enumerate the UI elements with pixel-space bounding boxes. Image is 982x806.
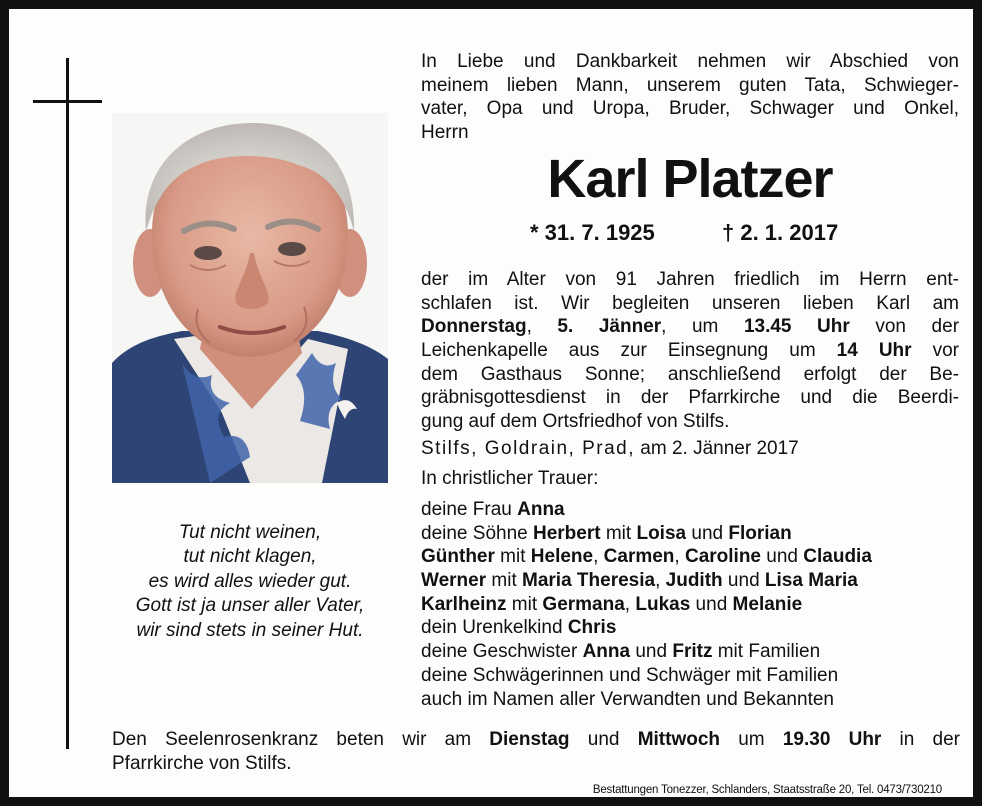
intro-line: In Liebe und Dankbarkeit nehmen wir Abschied von [421, 51, 959, 72]
name: Maria Theresia [522, 570, 656, 592]
date-text: 5. Jänner [557, 316, 662, 338]
name: Helene [530, 546, 594, 568]
text: mit Familien [712, 641, 821, 663]
family-row: auch im Namen aller Verwandten und Bekannten [421, 688, 834, 710]
body-line: gräbnisgottesdienst in der Pfarrkirche und die Beerdi- [421, 387, 959, 409]
text: , [526, 316, 558, 338]
text: und [630, 641, 673, 663]
poem-line: Gott ist ja unser aller Vater, [135, 595, 365, 617]
text: deine Frau [421, 499, 518, 520]
rosary-line: Pfarrkirche von Stilfs. [112, 752, 292, 774]
intro-line: Herrn [421, 122, 469, 144]
text: Den Seelenrosenkranz beten wir am [112, 729, 490, 750]
name: Herbert [533, 522, 601, 544]
name: Günther [421, 546, 495, 568]
text: und [686, 522, 729, 544]
rosary-announcement [112, 728, 960, 775]
text: mit [506, 593, 543, 615]
name: Anna [582, 641, 631, 663]
text: und [722, 570, 765, 592]
family-list [421, 498, 959, 711]
body-line: schlafen ist. Wir begleiten unseren lieben Karl am [421, 292, 959, 314]
family-row [421, 498, 959, 522]
poem [105, 521, 395, 643]
text: mit [600, 522, 637, 544]
text: , [674, 546, 685, 568]
body-line [421, 339, 959, 363]
body-line: dem Gasthaus Sonne; anschließend erfolgt der Be- [421, 363, 959, 385]
text: Leichenkapelle aus zur Einsegnung um [421, 340, 837, 362]
text: , [593, 546, 604, 568]
portrait-photo [112, 113, 388, 483]
body-line: der im Alter von 91 Jahren friedlich im Herrn ent- [421, 269, 959, 290]
name: Chris [567, 617, 617, 639]
text: deine Geschwister [421, 641, 583, 663]
intro-paragraph [421, 50, 959, 145]
poem-line: Tut nicht weinen, [178, 522, 322, 543]
family-row [421, 593, 959, 617]
text: und [587, 729, 638, 750]
mourning-label: In christlicher Trauer: [421, 468, 599, 489]
family-row [421, 545, 959, 569]
text: , [655, 570, 666, 592]
name: Anna [517, 499, 565, 520]
cross-icon-horizontal [33, 100, 102, 103]
date: am 2. Jänner 2017 [635, 438, 799, 459]
text: um [738, 729, 783, 750]
name: Melanie [732, 593, 803, 615]
name: Karlheinz [421, 593, 507, 615]
funeral-home-footer: Bestattungen Tonezzer, Schlanders, Staatsstraße 20, Tel. 0473/730210 [592, 784, 942, 796]
time-text: 14 Uhr [836, 340, 912, 362]
family-row [421, 616, 959, 640]
time-text: 13.45 Uhr [743, 316, 850, 338]
text: deine Söhne [421, 522, 533, 544]
name: Florian [728, 522, 792, 544]
day-text: Mittwoch [637, 729, 721, 750]
name: Loisa [636, 522, 687, 544]
name: Carmen [603, 546, 675, 568]
body-line: gung auf dem Ortsfriedhof von Stilfs. [421, 411, 730, 433]
place-date [421, 437, 959, 461]
family-row [421, 569, 959, 593]
name: Caroline [684, 546, 761, 568]
text: dein Urenkelkind [421, 617, 568, 639]
day-text: Dienstag [489, 729, 570, 750]
family-row [421, 640, 959, 664]
intro-line: vater, Opa und Uropa, Bruder, Schwager und Onkel, [421, 98, 959, 120]
text: und [690, 593, 733, 615]
name: Lisa Maria [764, 570, 858, 592]
family-row: deine Schwägerinnen und Schwäger mit Familien [421, 664, 839, 686]
deceased-name: Karl Platzer [547, 149, 833, 209]
poem-line: tut nicht klagen, [183, 546, 317, 568]
name: Lukas [635, 593, 691, 615]
text: von der [875, 316, 960, 338]
text: , [624, 593, 636, 615]
day-text: Donnerstag [421, 316, 527, 338]
cross-icon-vertical [66, 58, 69, 749]
funeral-details [421, 268, 959, 434]
name: Fritz [672, 641, 713, 663]
text: mit [494, 546, 531, 568]
time-text: 19.30 Uhr [782, 729, 882, 750]
text: und [761, 546, 804, 568]
birth-date: * 31. 7. 1925 [530, 220, 655, 245]
text: mit [486, 570, 523, 592]
family-row [421, 522, 959, 546]
rosary-line [112, 728, 960, 752]
text: vor [932, 340, 959, 362]
name: Judith [665, 570, 723, 592]
places: Stilfs, Goldrain, Prad, [421, 438, 636, 459]
text: , um [661, 316, 744, 338]
poem-line: wir sind stets in seiner Hut. [136, 619, 364, 641]
text: in der [899, 729, 961, 750]
death-date: † 2. 1. 2017 [722, 220, 839, 245]
body-line [421, 315, 959, 339]
name: Germana [542, 593, 625, 615]
poem-line: es wird alles wieder gut. [148, 570, 352, 592]
name: Claudia [803, 546, 872, 568]
name: Werner [421, 570, 487, 592]
intro-line: meinem lieben Mann, unserem guten Tata, Schwieger- [421, 74, 959, 96]
